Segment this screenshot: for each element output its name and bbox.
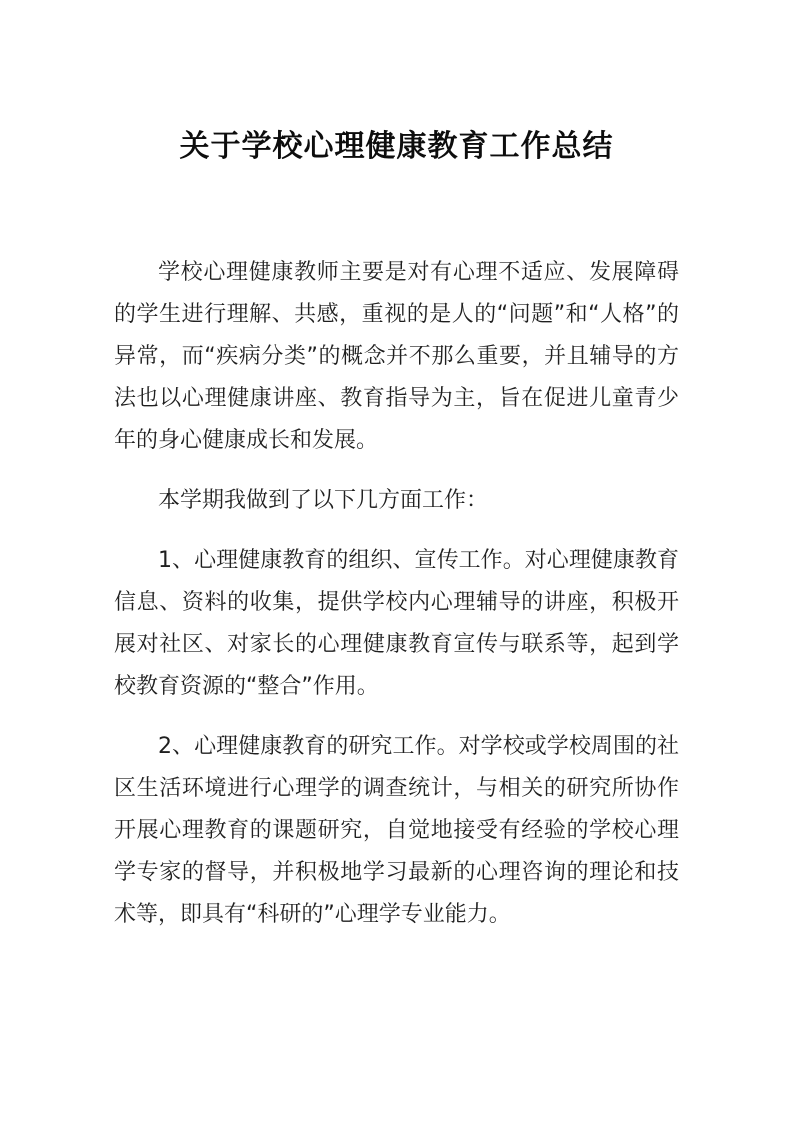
document-body <box>114 252 679 936</box>
document-title: 关于学校心理健康教育工作总结 <box>179 129 614 164</box>
paragraph: 本学期我做到了以下几方面工作： <box>158 488 489 513</box>
paragraph: 1、心理健康教育的组织、宣传工作。对心理健康教育信息、资料的收集，提供学校内心理辅导的讲座，积极开展对社区、对家长的心理健康教育宣传与联系等，起到学校教育资源的“整合”作用。 <box>114 548 679 699</box>
paragraph: 学校心理健康教师主要是对有心理不适应、发展障碍的学生进行理解、共感，重视的是人的“问题”和“人格”的异常，而“疾病分类”的概念并不那么重要，并且辅导的方法也以心理健康讲座、教育指导为主，旨在促进儿童青少年的身心健康成长和发展。 <box>114 260 679 453</box>
paragraph: 2、心理健康教育的研究工作。对学校或学校周围的社区生活环境进行心理学的调查统计，与相关的研究所协作开展心理教育的课题研究，自觉地接受有经验的学校心理学专家的督导，并积极地学习最新的心理咨询的理论和技术等，即具有“科研的”心理学专业能力。 <box>114 734 679 927</box>
